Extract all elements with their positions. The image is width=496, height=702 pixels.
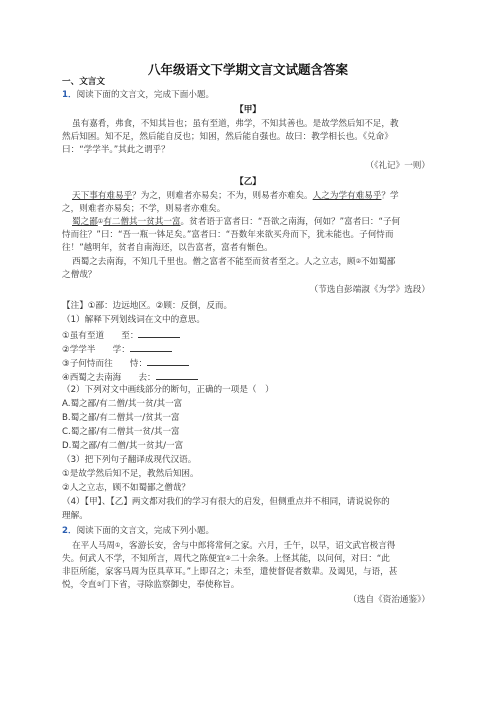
passage-yi-line: 往！”越明年，贫者自南海还，以告富者，富者有惭色。 xyxy=(62,243,273,253)
question-prompt: 阅读下面的文言文，完成下面小题。 xyxy=(76,90,215,100)
word-item-text: ③子何恃而往 恃： xyxy=(62,359,148,369)
underlined-sentence: 有二僧其一贫其一富 xyxy=(103,217,181,227)
sub-question-2: （2）下列对文中画线部分的断句，正确的一项是（ ） xyxy=(62,385,274,395)
underlined-word: 蜀之鄙 xyxy=(72,217,98,227)
passage-text: ？学 xyxy=(381,191,399,201)
passage-text: 不如蜀鄙 xyxy=(361,257,396,267)
option-b: B.蜀之鄙/有二僧其一/贫其一富 xyxy=(62,413,180,423)
sub-question-4-cont: 理解。 xyxy=(62,511,88,521)
passage-jia-label: 【甲】 xyxy=(235,105,261,115)
passage-yi-line xyxy=(72,190,399,202)
answer-blank[interactable] xyxy=(147,356,189,366)
footnote-marker: ① xyxy=(114,542,121,549)
word-item-text: ①虽有至道 至： xyxy=(62,331,139,341)
passage-yi-line: 之僧哉？ xyxy=(62,270,97,280)
footnote-marker: ② xyxy=(355,258,361,265)
underlined-sentence: 天下事有难易乎 xyxy=(72,191,133,201)
answer-blank[interactable] xyxy=(138,328,180,338)
footnote-marker: ① xyxy=(97,218,104,225)
translation-item: ①是故学然后知不足，教然后知困。 xyxy=(62,469,199,479)
passage-text: ，客游长安，舍与中郎将常何之家。六月，壬午，以早，诏文武官极言得 xyxy=(120,541,396,551)
question-1-prompt xyxy=(62,89,214,101)
option-a: A.蜀之鄙/有二僧/其一贫/其一富 xyxy=(62,399,183,409)
passage-line: 非臣所能，家客马周为臣具草耳。”上即召之；未至，遣使督促者数辈。及谒见，与语，甚 xyxy=(62,567,398,577)
footnote-marker: ② xyxy=(225,555,231,562)
question-number: 2． xyxy=(62,526,77,536)
underlined-sentence: 人之为学有难易乎 xyxy=(312,191,382,201)
passage-line xyxy=(62,579,239,591)
answer-blank[interactable] xyxy=(130,342,172,352)
passage-yi-line: 恃而往？”曰：“吾一瓶一钵足矣。”富者曰：“吾数年来欲买舟而下，犹未能也。子何恃而 xyxy=(62,230,394,240)
question-2-prompt xyxy=(62,525,214,537)
passage-text: ？为之，则难者亦易矣；不为，则易者亦难矣。 xyxy=(132,191,313,201)
section-heading: 一、文言文 xyxy=(62,77,105,87)
word-item-text: ②学学半 学： xyxy=(62,345,130,355)
sub-question-3: （3）把下列句子翻译成现代汉语。 xyxy=(62,455,197,465)
sub-question-1: （1）解释下列划线词在文中的意思。 xyxy=(62,315,205,325)
document-title: 八年级语文下学期文言文试题含答案 xyxy=(147,62,348,77)
answer-blank[interactable] xyxy=(156,370,198,380)
passage-yi-line xyxy=(72,216,400,228)
passage-text: 在平人马周 xyxy=(72,541,115,551)
word-item xyxy=(62,328,180,342)
passage-source: （选自《资治通鉴》） xyxy=(348,595,430,605)
question-number: 1． xyxy=(62,90,77,100)
passage-yi-source: （节选自彭端淑《为学》选段） xyxy=(309,285,430,295)
passage-jia-line: 曰：“学学半。”其此之谓乎？ xyxy=(62,145,170,155)
word-item-text: ④西蜀之去南海 去： xyxy=(62,373,156,383)
passage-text: 悦，令直 xyxy=(62,580,97,590)
translation-item: ②人之立志，顾不如蜀鄙之僧哉？ xyxy=(62,483,191,493)
annotation-note: 【注】①鄙：边远地区。②顾：反倒，反而。 xyxy=(62,301,233,311)
option-d: D.蜀之鄙/有二僧/其一贫其/一富 xyxy=(62,441,184,451)
option-c: C.蜀之鄙/有二僧其一贫/其一富 xyxy=(62,427,180,437)
passage-jia-line: 虽有嘉肴，弗食，不知其旨也；虽有至道，弗学，不知其善也。是故学然后知不足，教 xyxy=(72,119,399,129)
word-item xyxy=(62,342,172,356)
question-prompt: 阅读下面的文言文，完成下列小题。 xyxy=(76,526,215,536)
passage-yi-line xyxy=(72,256,395,268)
passage-yi-line: 之，则难者亦易矣；不学，则易者亦难矣。 xyxy=(62,204,226,214)
sub-question-4: （4）【甲】、【乙】两文都对我们的学习有很大的启发，但侧重点并不相同，请说说你的 xyxy=(62,497,390,507)
passage-line xyxy=(72,540,395,552)
passage-text: 门下省，寻除监察御史，奉使称旨。 xyxy=(101,580,240,590)
passage-text: 西蜀之去南海，不知几千里也。僧之富者不能至而贫者至之。人之立志，顾 xyxy=(72,257,356,267)
passage-jia-line: 然后知困。知不足，然后能自反也；知困，然后能自强也。故曰：教学相长也。《兑命》 xyxy=(62,132,393,142)
passage-text: 。贫者语于富者曰：“吾欲之南海，何如？”富者曰：“子何 xyxy=(180,217,401,227)
passage-text: 二十余条。上怪其能，以问何，对曰：“此 xyxy=(230,554,390,564)
passage-yi-label: 【乙】 xyxy=(235,177,261,187)
word-item xyxy=(62,370,198,384)
passage-line xyxy=(62,553,390,565)
passage-text: 失。何武人不学，不知所言，周代之陈便宜 xyxy=(62,554,226,564)
passage-jia-source: （《礼记》一则） xyxy=(365,161,430,171)
footnote-marker: ③ xyxy=(96,581,102,588)
word-item xyxy=(62,356,189,370)
